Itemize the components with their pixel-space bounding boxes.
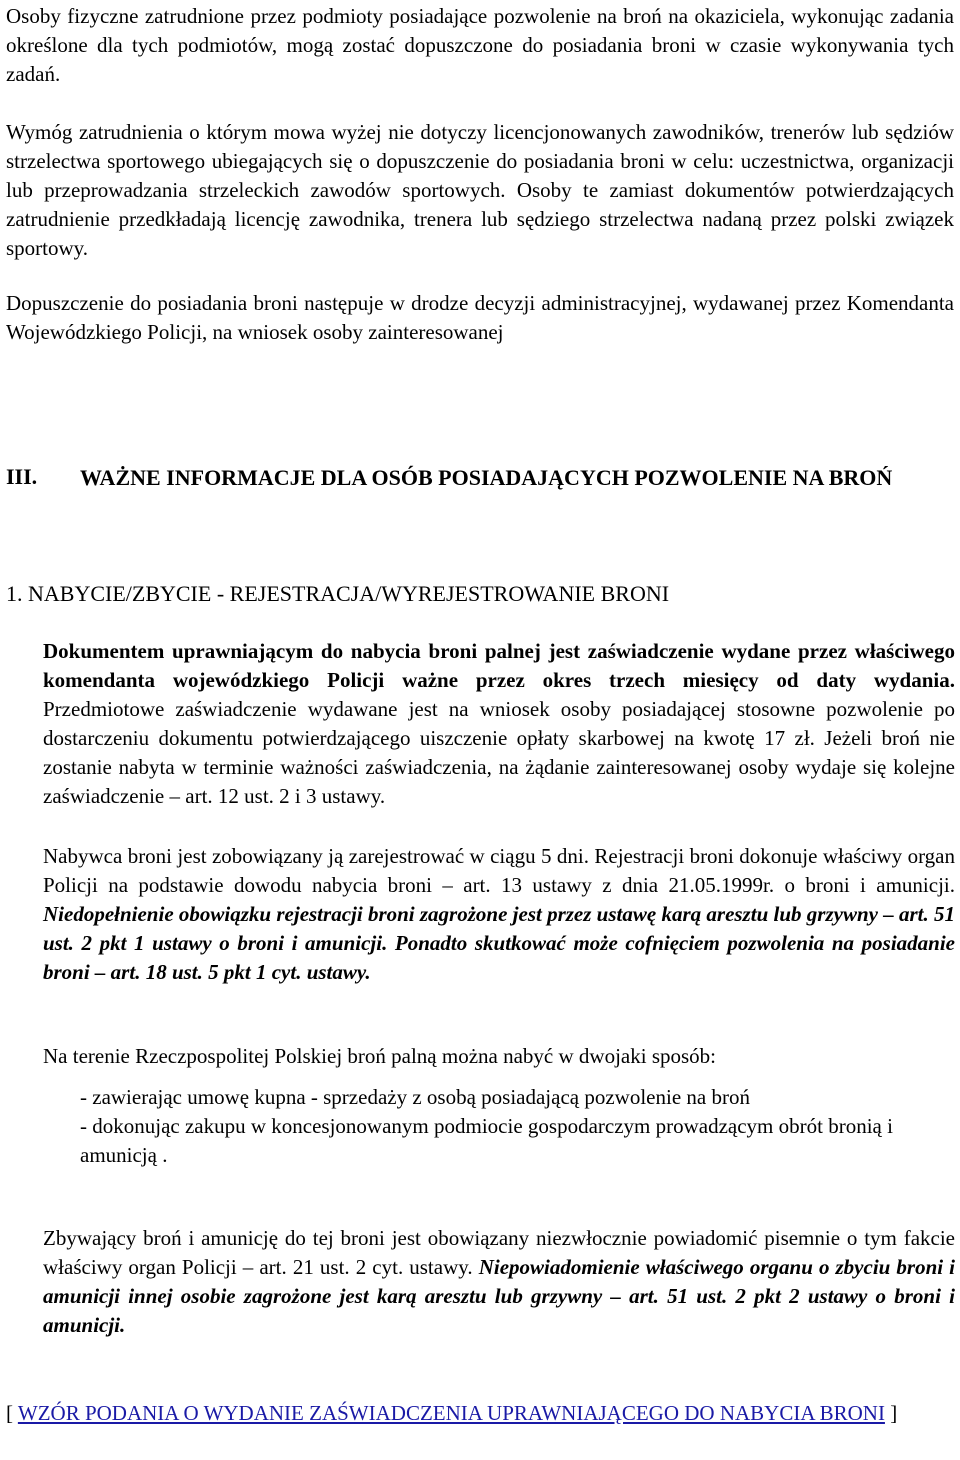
paragraph-certificate — [43, 637, 955, 811]
certificate-bold-text: Dokumentem uprawniającym do nabycia broni palnej jest zaświadczenie wydane przez właściwego komendanta wojewódzkiego Policji ważne przez okres trzech miesięcy od daty wydania. — [43, 639, 955, 692]
application-template-link[interactable]: WZÓR PODANIA O WYDANIE ZAŚWIADCZENIA UPRAWNIAJĄCEGO DO NABYCIA BRONI — [17, 1401, 885, 1425]
list-item: - dokonując zakupu w koncesjonowanym podmiocie gospodarczym prowadzącym obrót bronią i amunicją . — [80, 1114, 893, 1167]
bracket-open: [ — [6, 1401, 18, 1425]
paragraph-admin-decision: Dopuszczenie do posiadania broni następuje w drodze decyzji administracyjnej, wydawanej przez Komendanta Wojewódzkiego Policji, na wniosek osoby zainteresowanej — [6, 291, 954, 344]
registration-penalty-text: Niedopełnienie obowiązku rejestracji broni zagrożone jest przez ustawę karą aresztu lub grzywny – art. 51 ust. 2 pkt 1 ustawy o broni i amunicji. Ponadto skutkować może cofnięciem pozwolenia na posiadanie broni – art. 18 ust. 5 pkt 1 cyt. ustawy. — [43, 902, 955, 984]
paragraph-sport-exemption: Wymóg zatrudnienia o którym mowa wyżej nie dotyczy licencjonowanych zawodników, trenerów lub sędziów strzelectwa sportowego ubiegających się o dopuszczenie do posiadania broni w celu: uczestnictwa, organizacji lub przeprowadzania strzeleckich zawodów sportowych. Osoby te zamiast dokumentów potwierdzających zatrudnienie przedkładają licencję zawodnika, trenera lub sędziego strzelectwa nadaną przez polski związek sportowy. — [6, 120, 954, 260]
paragraph-acquisition-methods: Na terenie Rzeczpospolitej Polskiej broń palną można nabyć w dwojaki sposób: — [43, 1044, 716, 1068]
paragraph-disposal — [43, 1224, 955, 1340]
section-title: WAŻNE INFORMACJE DLA OSÓB POSIADAJĄCYCH POZWOLENIE NA BROŃ — [80, 465, 893, 490]
registration-text: Nabywca broni jest zobowiązany ją zarejestrować w ciągu 5 dni. Rejestracji broni dokonuje właściwy organ Policji na podstawie dowodu nabycia broni – art. 13 ustawy z dnia 21.05.1999r. o broni i amunicji. — [43, 844, 955, 897]
paragraph-registration — [43, 842, 955, 987]
certificate-text: Przedmiotowe zaświadczenie wydawane jest na wniosek osoby posiadającej stosowne pozwolenie po dostarczeniu dokumentu potwierdzającego uiszczenie opłaty skarbowej na kwotę 17 zł. Jeżeli broń nie zostanie nabyta w terminie ważności zaświadczenia, na żądanie zainteresowanej osoby wydaje się kolejne zaświadczenie – art. 12 ust. 2 i 3 ustawy. — [43, 697, 955, 808]
application-template-link-line — [6, 1399, 906, 1428]
disposal-penalty-text: Niepowiadomienie właściwego organu o zbyciu broni i amunicji innej osobie zagrożone jest karą aresztu lub grzywny – art. 51 ust. 2 pkt 2 ustawy o broni i amunicji. — [43, 1255, 955, 1337]
bracket-close: ] — [884, 1401, 898, 1425]
section-number: III. — [6, 464, 38, 489]
subsection-title: 1. NABYCIE/ZBYCIE - REJESTRACJA/WYREJESTROWANIE BRONI — [6, 581, 670, 606]
list-item: - zawierając umowę kupna - sprzedaży z osobą posiadającą pozwolenie na broń — [80, 1085, 750, 1109]
disposal-text: Zbywający broń i amunicję do tej broni jest obowiązany niezwłocznie powiadomić pisemnie o tym fakcie właściwy organ Policji – art. 21 ust. 2 cyt. ustawy. — [43, 1226, 955, 1279]
paragraph-employees: Osoby fizyczne zatrudnione przez podmioty posiadające pozwolenie na broń na okaziciela, wykonując zadania określone dla tych podmiotów, mogą zostać dopuszczone do posiadania broni w czasie wykonywania tych zadań. — [6, 4, 954, 86]
